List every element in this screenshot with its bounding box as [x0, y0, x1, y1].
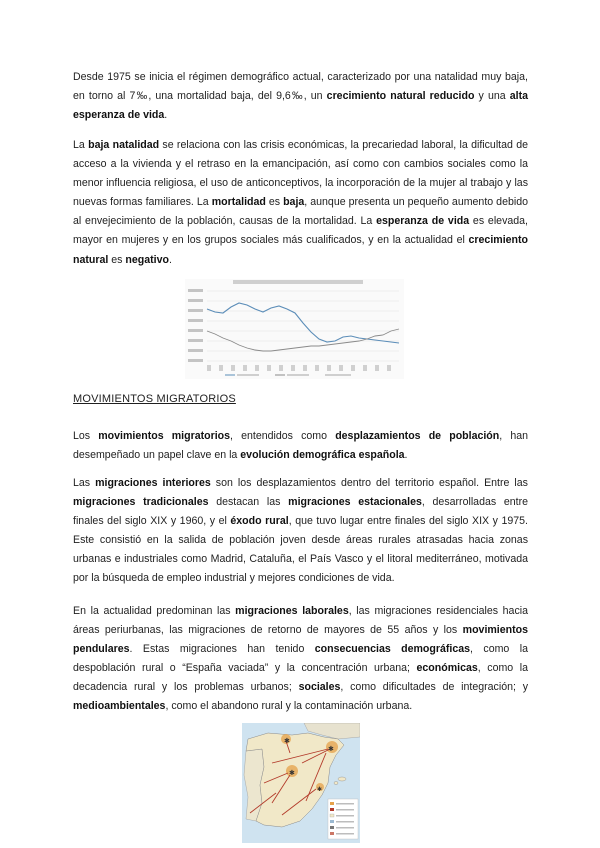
bold-term: negativo: [125, 253, 169, 266]
text-run: , desarrolladas entre finales del siglo XIX y 1960, y el: [73, 496, 529, 528]
bold-term: medioambientales: [73, 700, 166, 713]
text-run: , las migraciones residenciales hacia áreas periurbanas, las migraciones de retorno de mayores de 55 años y los: [73, 605, 528, 637]
text-run: Los: [73, 430, 99, 442]
text-run: , aunque presenta un pequeño aumento debido al envejecimiento de la población, causas de la mortalidad. La: [73, 196, 528, 228]
svg-text:✱: ✱: [317, 786, 323, 793]
text-run: En la actualidad predominan las: [73, 605, 236, 617]
bold-term: crecimiento natural reducido: [326, 90, 475, 103]
bold-term: éxodo rural: [230, 515, 289, 528]
paragraph-migraciones-interiores: [73, 474, 528, 589]
svg-text:✱: ✱: [284, 737, 290, 745]
text-run: , como el abandono rural y la contaminación urbana.: [165, 700, 413, 713]
svg-text:✱: ✱: [289, 769, 295, 777]
bold-term: movimientos pendulares: [73, 624, 528, 656]
text-run: , como dificultades de integración; y: [340, 681, 528, 694]
paragraph-regimen-actual: [73, 68, 528, 125]
chart-legend: [225, 374, 351, 376]
bold-term: migraciones estacionales: [288, 496, 422, 509]
text-run: son los desplazamientos dentro del territorio español. Entre las: [210, 477, 528, 489]
paragraph-baja-natalidad: [73, 136, 528, 270]
map-legend: [328, 799, 358, 839]
bold-term: crecimiento natural: [73, 234, 528, 266]
bold-term: evolución demográfica española: [240, 449, 405, 462]
bold-term: migraciones tradicionales: [73, 496, 209, 509]
text-run: , como la despoblación rural o “España vaciada” y la concentración urbana;: [73, 643, 528, 675]
section-heading: MOVIMIENTOS MIGRATORIOS: [73, 393, 236, 405]
bold-term: baja: [283, 196, 305, 209]
paragraph-movimientos: [73, 427, 528, 465]
text-run: .: [404, 449, 408, 462]
bold-term: mortalidad: [211, 196, 266, 209]
bold-term: movimientos migratorios: [98, 430, 231, 442]
bold-term: alta esperanza de vida: [73, 90, 528, 122]
text-run: . Estas migraciones han tenido: [129, 643, 315, 656]
spain-migration-map: [242, 723, 360, 843]
bold-term: baja natalidad: [88, 139, 160, 151]
text-run: es: [108, 253, 126, 266]
bold-term: sociales: [298, 681, 341, 694]
bold-term: migraciones interiores: [95, 477, 211, 489]
text-run: , como la decadencia rural y los problemas urbanos;: [73, 662, 528, 694]
chart-title-text: [233, 280, 363, 284]
bold-term: consecuencias demográficas: [314, 643, 471, 656]
bold-term: desplazamientos de población: [335, 430, 500, 442]
natality-mortality-chart: [185, 279, 404, 379]
text-run: , han desempeñado un papel clave en la: [73, 430, 529, 462]
text-run: .: [168, 253, 172, 266]
text-run: , que tuvo lugar entre finales del siglo XIX y 1975. Este consistió en la salida de población joven desde áreas rurales atrasadas hacia zonas urbanas e industriales como Madrid, Cataluña, el País Vasco y el litoral mediterráneo, motivada por la búsqueda de empleo industrial y mejores condiciones de vida.: [73, 515, 528, 585]
bold-term: migraciones laborales: [235, 605, 349, 617]
text-run: destacan las: [208, 496, 289, 509]
text-run: se relaciona con las crisis económicas, la precariedad laboral, la dificultad de acceso a la vivienda y el retraso en la emancipación, así como con cambios sociales como la menor influencia religiosa, el uso de anticonceptivos, la incorporación de la mujer al trabajo y las nuevas formas familiares. La: [73, 139, 528, 209]
bold-term: económicas: [416, 662, 478, 675]
svg-text:✱: ✱: [328, 745, 334, 753]
text-run: es: [265, 196, 284, 209]
text-run: , entendidos como: [230, 430, 336, 442]
text-run: La: [73, 139, 89, 151]
text-run: Desde 1975 se inicia el régimen demográfico actual, caracterizado por una natalidad muy baja, en torno al 7‰, una mortalidad baja, del 9,6‰, un: [73, 71, 528, 103]
text-run: .: [164, 109, 168, 122]
text-run: y una: [474, 90, 510, 103]
bold-term: esperanza de vida: [376, 215, 470, 228]
paragraph-actualidad: [73, 602, 528, 717]
text-run: es elevada, mayor en mujeres y en los grupos sociales más cualificados, y en la actualidad el: [73, 215, 528, 247]
text-run: Las: [73, 477, 96, 489]
